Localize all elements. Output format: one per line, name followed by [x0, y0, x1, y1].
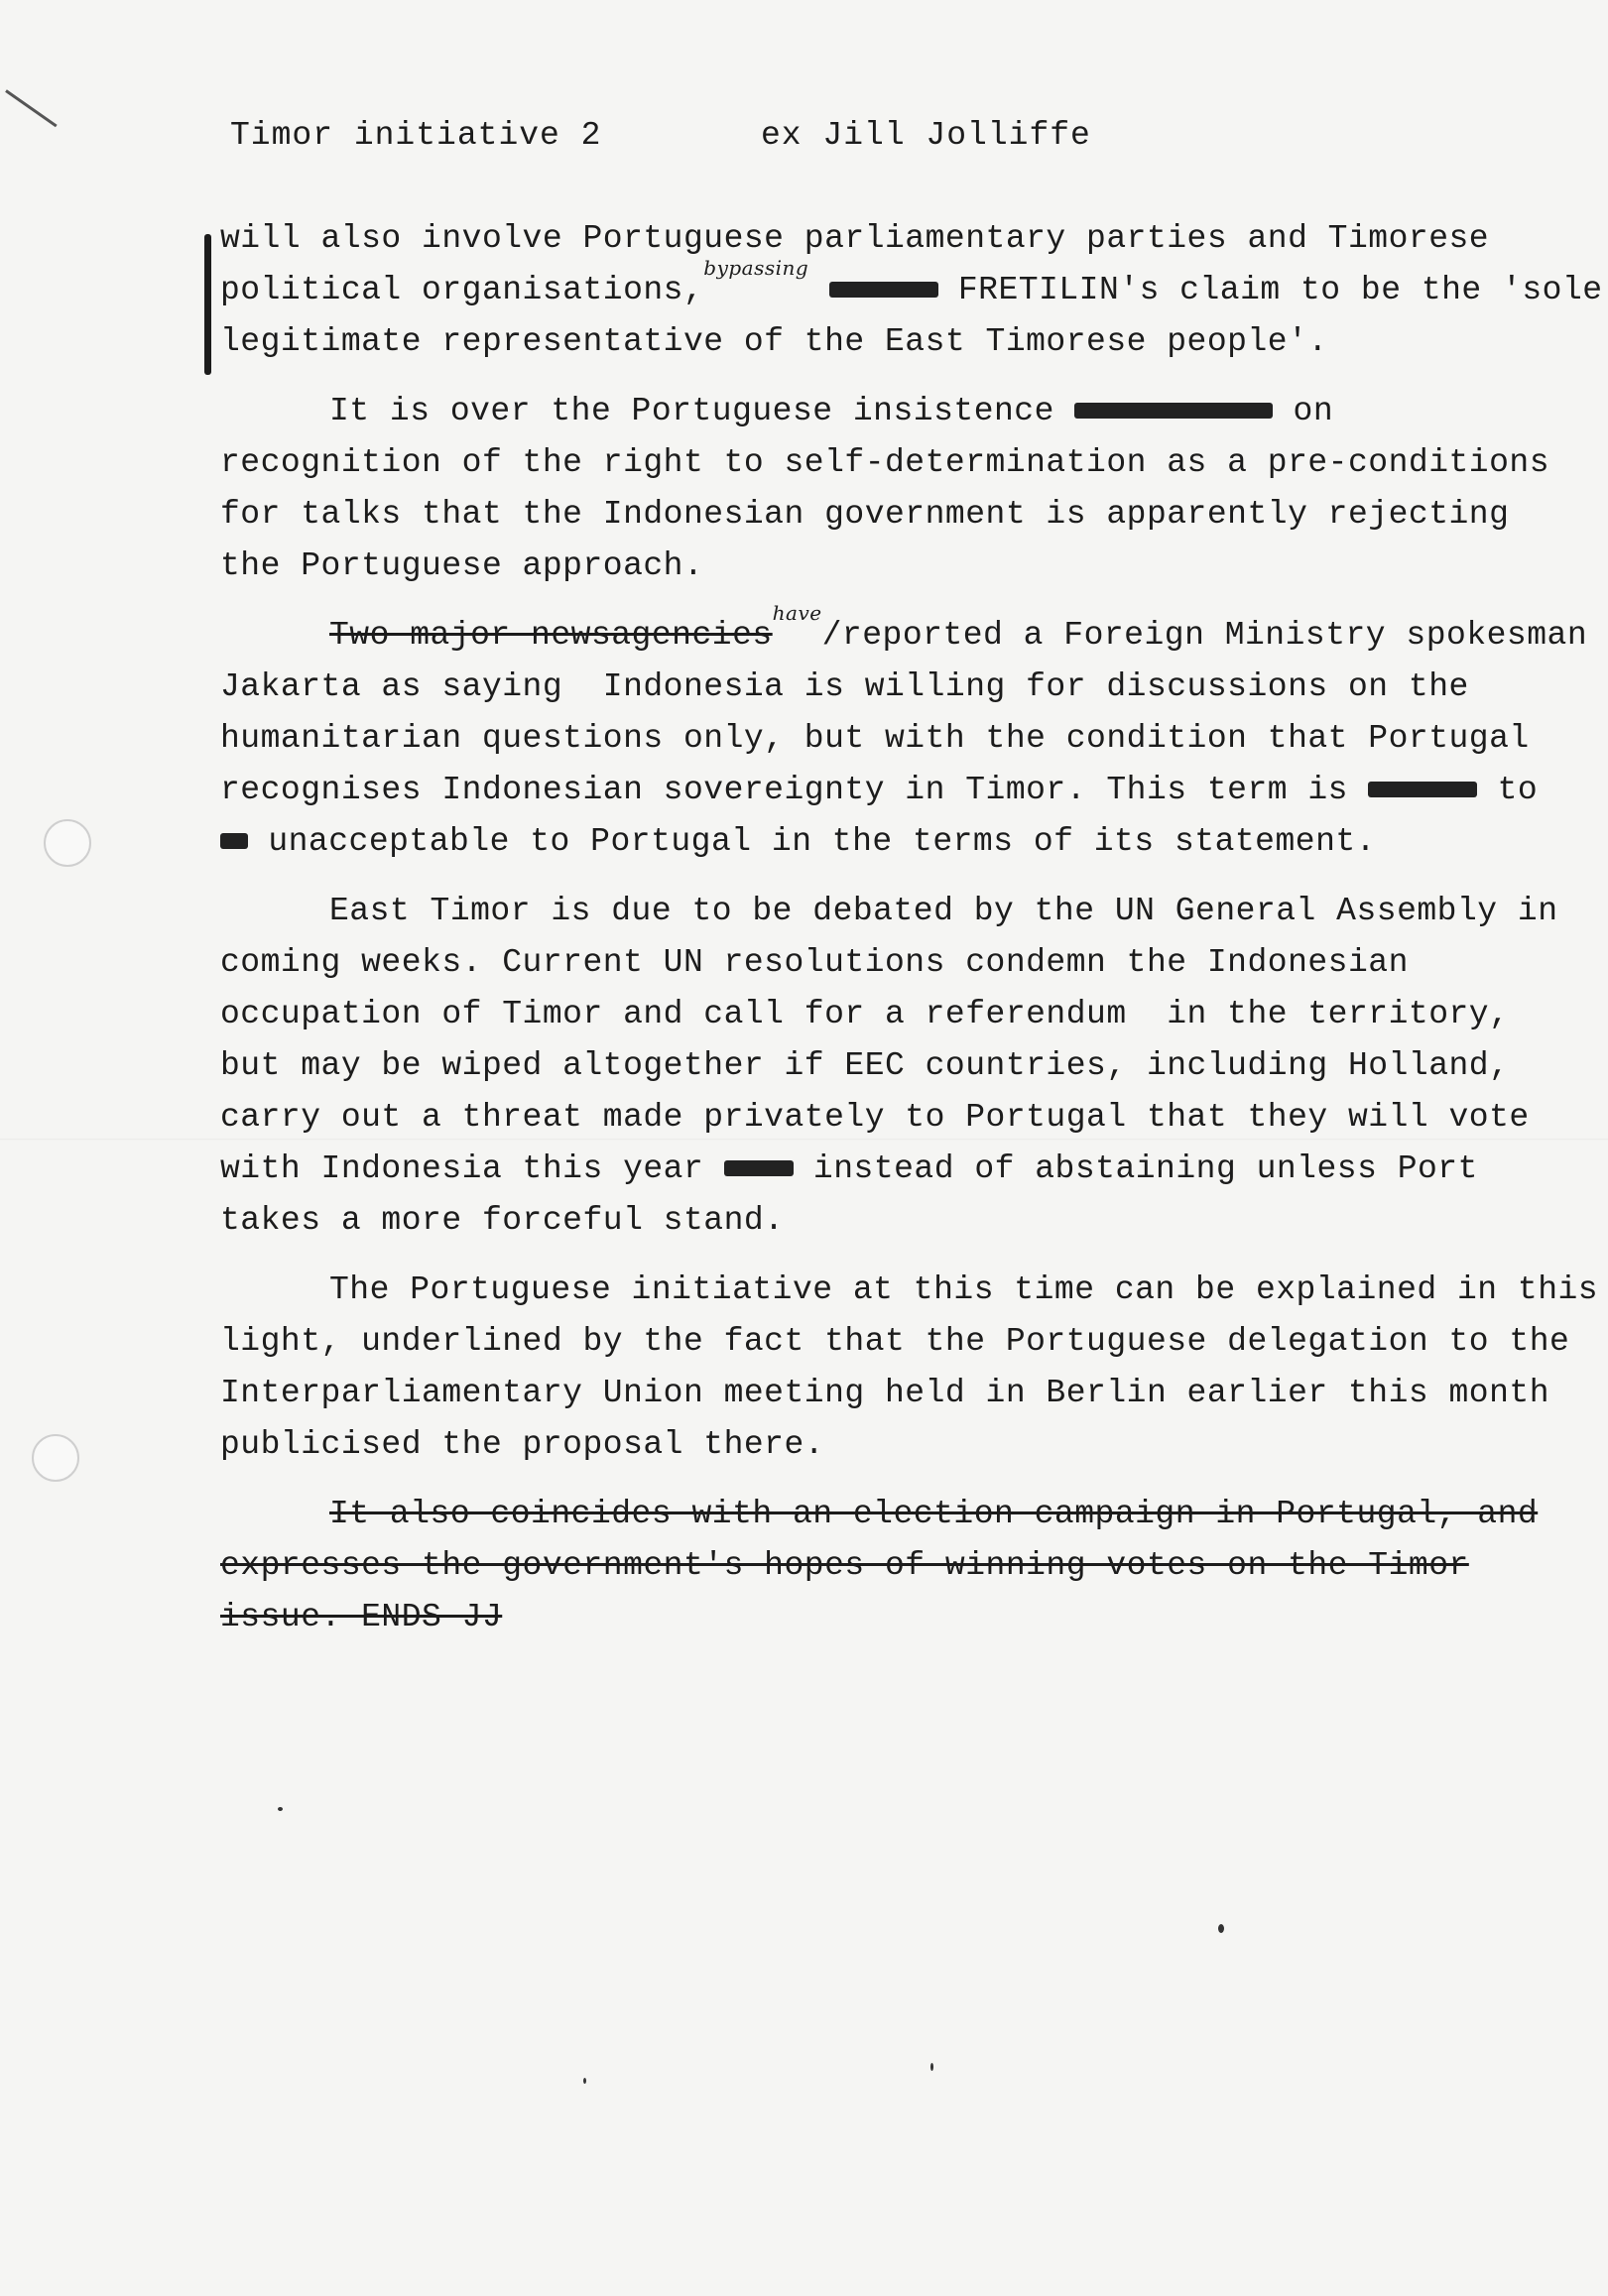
text-line — [220, 213, 1549, 265]
text-line — [220, 989, 1549, 1040]
text-line — [220, 489, 1549, 541]
text-span: will also involve Portuguese parliamentary parties and Timorese — [220, 220, 1490, 257]
text-span: coming weeks. Current UN resolutions condemn the Indonesian — [220, 944, 1409, 981]
text-span: the Portuguese approach. — [220, 547, 704, 584]
text-span: for talks that the Indonesian government is apparently rejecting — [220, 496, 1510, 533]
text-line — [220, 386, 1549, 437]
text-line — [220, 1040, 1549, 1092]
punch-hole-bottom — [32, 1434, 79, 1482]
text-line — [220, 765, 1549, 816]
text-span: East Timor is due to be debated by the UN General Assembly in — [329, 893, 1558, 929]
text-span: carry out a threat made privately to Portugal that they will vote — [220, 1099, 1530, 1136]
ink-speck — [1218, 1924, 1224, 1933]
text-span: with Indonesia this year — [220, 1150, 704, 1187]
text-span: recognises Indonesian sovereignty in Timor. This term is — [220, 772, 1348, 808]
text-line — [220, 886, 1558, 937]
text-span: /reported a Foreign Ministry spokesman — [821, 617, 1588, 654]
text-line — [220, 662, 1549, 713]
ink-blot — [724, 1160, 794, 1176]
text-span: but may be wiped altogether if EEC countries, including Holland, — [220, 1047, 1510, 1084]
ink-speck — [930, 2063, 933, 2071]
text-span: Interparliamentary Union meeting held in Berlin earlier this month — [220, 1375, 1550, 1411]
text-span: humanitarian questions only, but with the condition that Portugal — [220, 720, 1530, 757]
margin-mark — [204, 234, 211, 375]
text-span: light, underlined by the fact that the Portuguese delegation to the — [220, 1323, 1570, 1360]
text-line — [220, 1419, 1549, 1471]
ink-blot — [220, 833, 248, 849]
text-line — [220, 1265, 1599, 1316]
handwritten-insertion: bypassing — [703, 256, 809, 280]
text-line — [220, 1092, 1549, 1144]
text-line — [220, 437, 1549, 489]
text-span: unacceptable to Portugal in the terms of its statement. — [268, 823, 1376, 860]
ink-blot — [1074, 403, 1273, 419]
text-line — [220, 1540, 1549, 1592]
ink-speck — [583, 2078, 586, 2084]
document-header — [230, 117, 1091, 154]
text-line — [220, 1144, 1549, 1195]
text-line — [220, 256, 1603, 316]
text-span: recognition of the right to self-determination as a pre-conditions — [220, 444, 1550, 481]
text-span: to — [1497, 772, 1539, 808]
text-line — [220, 1489, 1549, 1540]
struck-text: Two major newsagencies — [329, 617, 773, 654]
header-title: Timor initiative 2 — [230, 117, 602, 154]
text-line — [220, 1368, 1549, 1419]
text-line — [220, 1592, 1549, 1643]
text-span: political organisations, — [220, 272, 704, 308]
text-line — [220, 1316, 1570, 1368]
text-line — [220, 316, 1549, 368]
struck-text: expresses the government's hopes of winning votes on the Timor — [220, 1547, 1469, 1584]
ink-blot — [829, 282, 938, 298]
text-line — [220, 1195, 1549, 1247]
text-span: on — [1293, 393, 1334, 429]
text-span: publicised the proposal there. — [220, 1426, 825, 1463]
text-line — [220, 601, 1588, 662]
ink-blot — [1368, 782, 1477, 797]
text-span: takes a more forceful stand. — [220, 1202, 785, 1239]
text-line — [220, 541, 1549, 592]
text-span: It is over the Portuguese insistence — [329, 393, 1054, 429]
text-span: occupation of Timor and call for a referendum in the territory, — [220, 996, 1510, 1032]
text-line — [220, 713, 1549, 765]
text-span: legitimate representative of the East Timorese people'. — [220, 323, 1328, 360]
handwritten-insertion: have — [772, 601, 822, 625]
punch-hole-top — [44, 819, 91, 867]
struck-text: issue. ENDS JJ — [220, 1599, 503, 1635]
struck-text: It also coincides with an election campaign in Portugal, and — [329, 1496, 1539, 1532]
document-body — [220, 213, 1603, 1643]
text-line — [220, 937, 1549, 989]
text-line — [220, 816, 1549, 868]
text-span: instead of abstaining unless Port — [812, 1150, 1478, 1187]
text-span: FRETILIN's claim to be the 'sole — [957, 272, 1603, 308]
header-source: ex Jill Jolliffe — [761, 117, 1091, 154]
ink-speck — [278, 1807, 283, 1811]
pen-mark — [5, 89, 58, 127]
text-span: Jakarta as saying Indonesia is willing for discussions on the — [220, 668, 1469, 705]
text-span: The Portuguese initiative at this time can be explained in this — [329, 1271, 1599, 1308]
